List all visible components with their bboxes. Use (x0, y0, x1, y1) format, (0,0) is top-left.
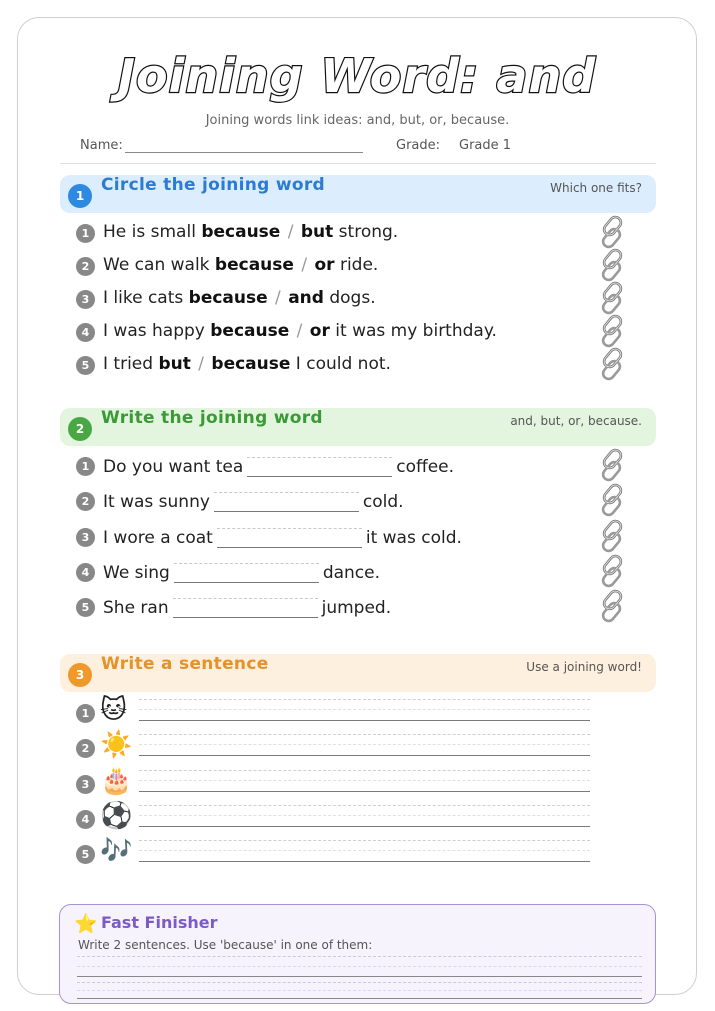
section-1-hint: Which one fits? (550, 181, 642, 195)
item-number: 3 (76, 290, 95, 309)
item-number: 2 (76, 492, 95, 511)
sentence-start: We sing (103, 563, 170, 583)
answer-blank[interactable] (247, 455, 392, 477)
item-number: 5 (76, 356, 95, 375)
sentence-end: jumped. (321, 598, 392, 618)
option-separator: / (269, 288, 287, 308)
circle-item-1 (76, 219, 636, 247)
section-2-hint: and, but, or, because. (510, 414, 642, 428)
answer-blank[interactable] (214, 490, 359, 512)
sentence (103, 354, 391, 374)
writing-line[interactable] (139, 805, 590, 827)
item-number: 5 (76, 598, 95, 617)
circle-item-3 (76, 285, 636, 313)
item-number: 5 (76, 845, 95, 864)
chain-link-icon (595, 589, 629, 623)
sentence (103, 321, 497, 341)
chain-link-icon (595, 448, 629, 482)
title-banner (0, 30, 715, 120)
sun-icon: ☀️ (100, 730, 133, 760)
option-separator: / (192, 354, 210, 374)
option-2[interactable]: and (288, 288, 324, 308)
title-art (0, 30, 715, 120)
sentence-end: strong. (333, 222, 399, 242)
sentence-item-1 (76, 695, 636, 727)
sentence (103, 222, 398, 242)
sentence-start: She ran (103, 598, 169, 618)
sentence-end: it was cold. (365, 528, 462, 548)
sentence-end: I could not. (290, 354, 391, 374)
sentence-start: I was happy (103, 321, 211, 341)
answer-blank[interactable] (217, 526, 362, 548)
chain-link-icon (595, 347, 629, 381)
item-number: 3 (76, 528, 95, 547)
soccer-ball-icon: ⚽ (100, 801, 133, 831)
chain-link-icon (595, 248, 629, 282)
item-number: 4 (76, 810, 95, 829)
name-field[interactable] (125, 152, 363, 153)
section-2-number: 2 (68, 417, 92, 441)
fast-finisher-instructions: Write 2 sentences. Use 'because' in one of them: (78, 938, 373, 952)
sentence (103, 288, 376, 308)
chain-link-icon (595, 314, 629, 348)
birthday-cake-icon: 🎂 (100, 766, 133, 796)
option-2[interactable]: but (300, 222, 334, 242)
option-1[interactable]: but (158, 354, 191, 374)
sentence-end: cold. (362, 492, 404, 512)
fill-item-1 (76, 452, 636, 480)
star-icon: ⭐ (74, 913, 98, 935)
section-3-title: Write a sentence (101, 654, 269, 674)
chain-link-icon (595, 519, 629, 553)
section-1-title: Circle the joining word (101, 175, 326, 195)
option-separator: / (282, 222, 299, 242)
music-notes-icon: 🎶 (100, 836, 133, 866)
section-3-hint: Use a joining word! (526, 660, 642, 674)
answer-blank[interactable] (174, 561, 319, 583)
chain-link-icon (595, 281, 629, 315)
fill-item-5 (76, 593, 636, 621)
option-1[interactable]: because (214, 255, 294, 275)
sentence-item-4 (76, 801, 636, 833)
subtitle: Joining words link ideas: and, but, or, because. (205, 113, 510, 128)
fast-finisher-box (59, 904, 656, 1004)
grade-label: Grade: (396, 138, 441, 153)
item-number: 1 (76, 224, 95, 243)
sentence (103, 490, 404, 512)
item-number: 4 (76, 323, 95, 342)
sentence (103, 526, 462, 548)
writing-line[interactable] (139, 699, 590, 721)
option-2[interactable]: or (309, 321, 330, 341)
item-number: 4 (76, 563, 95, 582)
fill-item-2 (76, 487, 636, 515)
page-title: Joining Word: and (117, 49, 597, 103)
sentence-end: dogs. (323, 288, 376, 308)
sentence-end: coffee. (396, 457, 455, 477)
sentence-start: I like cats (103, 288, 189, 308)
chain-link-icon (595, 554, 629, 588)
sentence (103, 455, 454, 477)
sentence (103, 255, 378, 275)
grade-value: Grade 1 (459, 138, 512, 153)
sentence-item-5 (76, 836, 636, 868)
sentence (103, 596, 391, 618)
item-number: 3 (76, 775, 95, 794)
option-1[interactable]: because (188, 288, 268, 308)
circle-item-5 (76, 351, 636, 379)
sentence-item-2 (76, 730, 636, 762)
item-number: 2 (76, 739, 95, 758)
sentence-end: it was my birthday. (329, 321, 497, 341)
sentence-start: It was sunny (103, 492, 210, 512)
sentence-start: Do you want tea (103, 457, 244, 477)
fill-item-3 (76, 523, 636, 551)
answer-blank[interactable] (173, 596, 318, 618)
option-2[interactable]: or (314, 255, 335, 275)
section-2-title: Write the joining word (101, 408, 323, 428)
section-3-number: 3 (68, 663, 92, 687)
sentence-start: I tried (103, 354, 159, 374)
chain-link-icon (595, 483, 629, 517)
sentence-start: We can walk (103, 255, 215, 275)
sentence-end: ride. (334, 255, 379, 275)
option-2[interactable]: because (211, 354, 291, 374)
section-1-number: 1 (68, 184, 92, 208)
sentence-item-3 (76, 766, 636, 798)
item-number: 1 (76, 457, 95, 476)
item-number: 2 (76, 257, 95, 276)
header-divider (60, 163, 656, 164)
option-1[interactable]: because (201, 222, 281, 242)
writing-line[interactable] (139, 840, 590, 862)
section-1-header (60, 175, 656, 213)
fast-finisher-title: Fast Finisher (101, 913, 218, 932)
fill-item-4 (76, 558, 636, 586)
sentence-end: dance. (322, 563, 381, 583)
chain-link-icon (595, 215, 629, 249)
name-grade-row (80, 138, 680, 156)
section-3-header (60, 654, 656, 692)
circle-item-2 (76, 252, 636, 280)
sentence-start: I wore a coat (103, 528, 213, 548)
item-number: 1 (76, 704, 95, 723)
cat-face-icon: 🐱 (100, 695, 128, 725)
option-separator: / (295, 255, 313, 275)
circle-item-4 (76, 318, 636, 346)
writing-line[interactable] (139, 734, 590, 756)
section-2-header (60, 408, 656, 446)
sentence (103, 561, 380, 583)
writing-line[interactable] (139, 770, 590, 792)
sentence-start: He is small (103, 222, 202, 242)
fast-finisher-writing-lines[interactable] (77, 950, 642, 1000)
option-1[interactable]: because (210, 321, 290, 341)
name-label: Name: (80, 138, 123, 153)
option-separator: / (291, 321, 308, 341)
